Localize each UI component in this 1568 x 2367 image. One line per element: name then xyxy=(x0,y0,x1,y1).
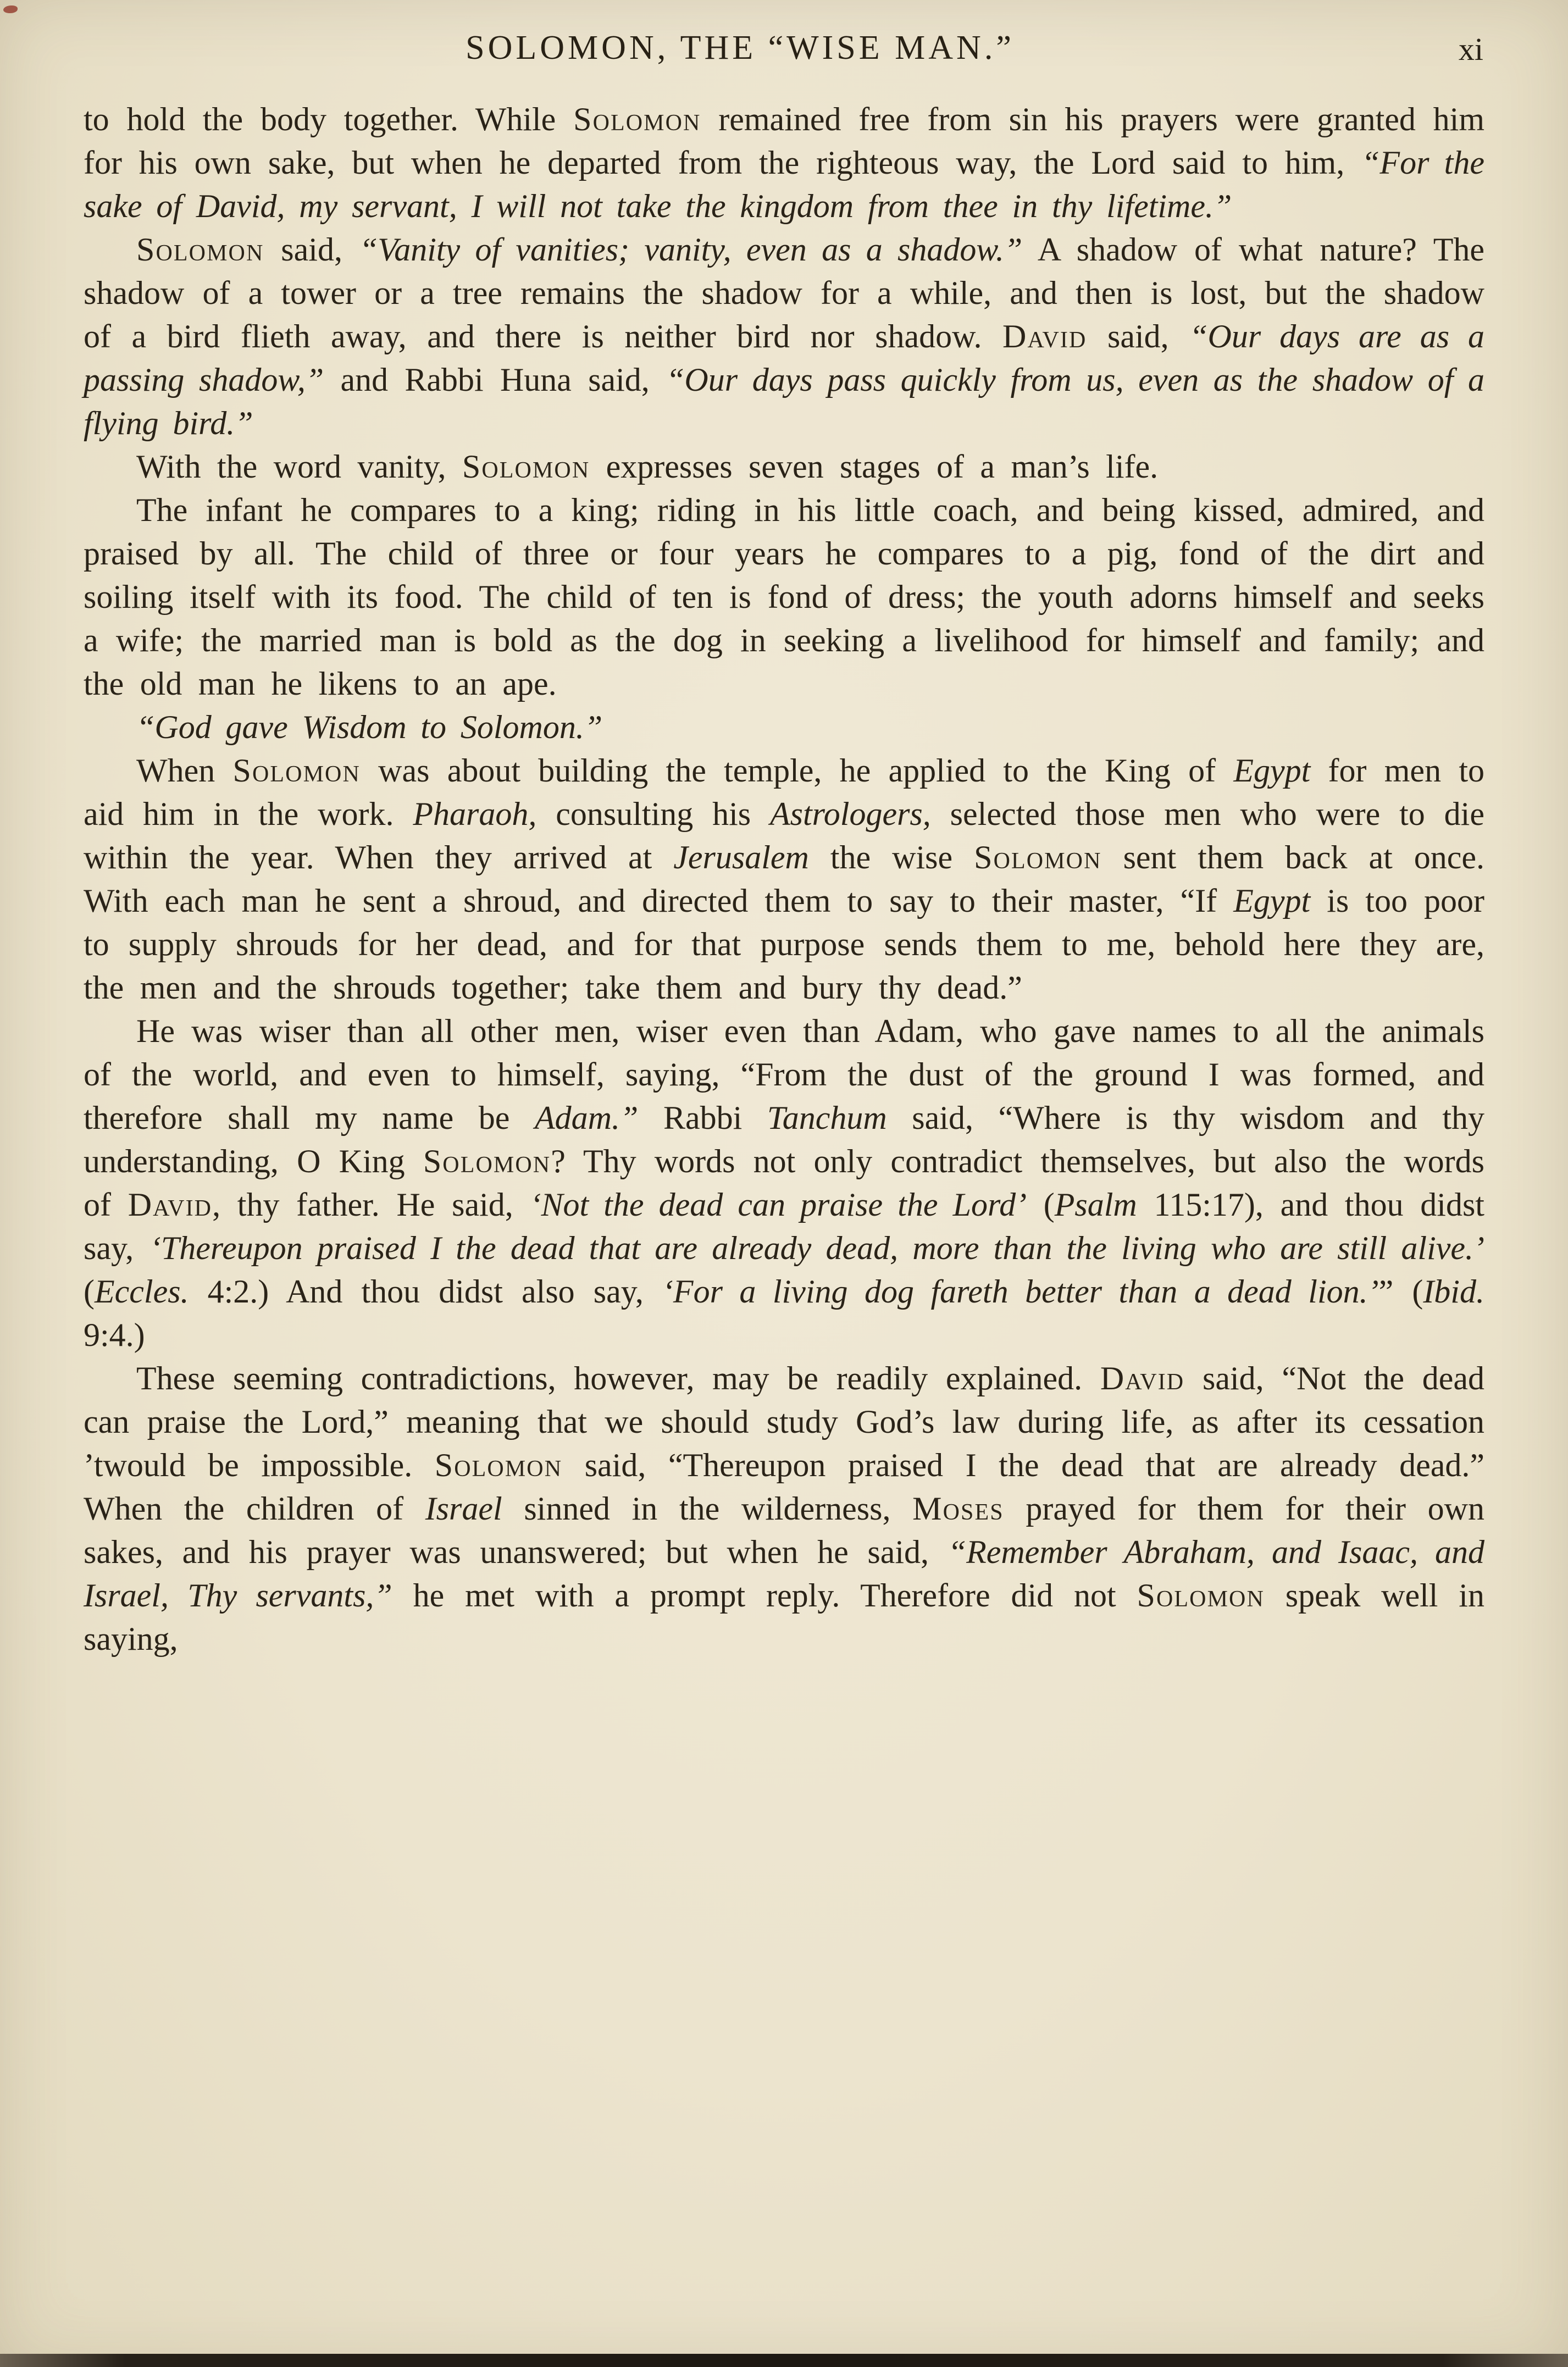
body-text-run: The infant he compares to a king; riding in his little coach, and being kissed, admired, and praised by all. The child of three or four years he compares to a pig, fond of the dirt and soiling itself with its food. The child of ten is fond of dress; the youth adorns himself and seeks a wife; the married man is bold as the dog in seeking a livelihood for himself and family; and the old man he likens to an ape. xyxy=(84,492,1484,702)
body-text-run: ” ( xyxy=(1378,1273,1423,1310)
smallcaps-name: David xyxy=(128,1187,213,1223)
smallcaps-name: David xyxy=(1002,318,1087,354)
scan-edge-bottom xyxy=(0,2354,1568,2367)
body-text-run: Rabbi xyxy=(638,1100,767,1136)
paragraph xyxy=(84,749,1484,1010)
italic-text: ‘Thereupon praised I the dead that are already dead, more than the living who are still alive.’ xyxy=(149,1230,1485,1266)
body-text-run: for men to aid him in the work. xyxy=(84,752,1484,832)
italic-text: Pharaoh, xyxy=(413,796,537,832)
body-text-run: 9:4.) xyxy=(84,1317,145,1353)
smallcaps-name: Solomon xyxy=(136,231,264,268)
body-text-run: With the word vanity, xyxy=(136,448,462,485)
smallcaps-name: Solomon xyxy=(423,1143,551,1179)
paragraph xyxy=(84,98,1484,228)
body-text-run: sent them back at once. With each man he sent a shroud, and directed them to say to their master, “If xyxy=(84,839,1485,919)
paragraph xyxy=(84,489,1484,706)
italic-text: “Remember Abraham, and Isaac, and Israel, Thy servants,” xyxy=(84,1534,1484,1614)
italic-text: Tanchum xyxy=(767,1100,887,1136)
paragraph xyxy=(84,228,1484,445)
italic-text: “Our days pass quickly from us, even as the shadow of a flying bird.” xyxy=(84,362,1484,441)
body-text-run: said, “Not the dead can praise the Lord,” meaning that we should study God’s law during life, as after its cessation ’twould be impossible. xyxy=(84,1360,1484,1483)
body-text-run: the wise xyxy=(808,839,974,875)
italic-text: Eccles. xyxy=(94,1273,189,1310)
page-body xyxy=(84,98,1484,1661)
smallcaps-name: Solomon xyxy=(462,448,590,485)
body-text-run: remained free from sin his prayers were granted him for his own sake, but when he departed from the righteous way, the Lord said to him, xyxy=(84,101,1484,181)
italic-text: Astrologers, xyxy=(769,796,931,832)
page-number: xi xyxy=(1458,31,1483,67)
body-text-run: is too poor to supply shrouds for her dead, and for that purpose sends them to me, behold here they are, the men and the shrouds together; take them and bury thy dead.” xyxy=(84,883,1484,1006)
body-text-run: said, xyxy=(1087,318,1190,354)
italic-text: “God gave Wisdom to Solomon.” xyxy=(136,709,603,745)
body-text-run: 4:2.) And thou didst also say, xyxy=(189,1273,662,1310)
body-text-run: A shadow of what nature? The shadow of a tower or a tree remains the shadow for a while, and then is lost, but the shadow of a bird flieth away, and there is neither bird nor shadow. xyxy=(84,231,1484,354)
paragraph xyxy=(84,1010,1484,1357)
body-text-run: said, “Thereupon praised I the dead that are already dead.” When the children of xyxy=(84,1447,1484,1527)
body-text-run: and Rabbi Huna said, xyxy=(324,362,667,398)
body-text-run: ( xyxy=(1027,1187,1055,1223)
paragraph xyxy=(84,706,1484,749)
smallcaps-name: Solomon xyxy=(974,839,1102,875)
italic-text: ‘For a living dog fareth better than a dead lion.’ xyxy=(662,1273,1379,1310)
smallcaps-name: Solomon xyxy=(1137,1577,1265,1614)
italic-text: Egypt xyxy=(1233,752,1311,789)
smallcaps-name: Solomon xyxy=(232,752,361,789)
italic-text: Adam.” xyxy=(535,1100,639,1136)
body-text-run: sinned in the wilderness, xyxy=(502,1490,913,1527)
italic-text: Psalm xyxy=(1054,1187,1137,1223)
smallcaps-name: David xyxy=(1100,1360,1185,1396)
body-text-run: consulting his xyxy=(536,796,770,832)
smallcaps-name: Moses xyxy=(912,1490,1004,1527)
body-text-run: prayed for them for their own sakes, and his prayer was unanswered; but when he said, xyxy=(84,1490,1484,1570)
body-text-run: ? Thy words not only contradict themselves, but also the words of xyxy=(84,1143,1484,1223)
smallcaps-name: Solomon xyxy=(434,1447,563,1483)
italic-text: Israel xyxy=(425,1490,502,1527)
body-text-run: he met with a prompt reply. Therefore did not xyxy=(392,1577,1137,1614)
body-text-run: These seeming contradictions, however, may be readily explained. xyxy=(136,1360,1100,1396)
italic-text: “For the sake of David, my servant, I will not take the kingdom from thee in thy lifetime.” xyxy=(84,145,1484,224)
italic-text: Jerusalem xyxy=(673,839,809,875)
body-text-run: ( xyxy=(84,1273,95,1310)
body-text-run: speak well in saying, xyxy=(84,1577,1484,1657)
paragraph xyxy=(84,445,1484,489)
body-text-run: was about building the temple, he applied to the King of xyxy=(360,752,1234,789)
italic-text: Egypt xyxy=(1233,883,1311,919)
body-text-run: He was wiser than all other men, wiser even than Adam, who gave names to all the animals of the world, and even to himself, saying, “From the dust of the ground I was formed, and therefore shall my name be xyxy=(84,1013,1484,1136)
page-header xyxy=(84,29,1484,81)
body-text-run: When xyxy=(136,752,233,789)
smallcaps-name: Solomon xyxy=(573,101,701,137)
body-text-run: expresses seven stages of a man’s life. xyxy=(590,448,1159,485)
body-text-run: 115:17), and thou didst say, xyxy=(84,1187,1484,1266)
body-text-run: said, “Where is thy wisdom and thy understanding, O King xyxy=(84,1100,1484,1179)
body-text-run: said, xyxy=(264,231,359,268)
italic-text: “Vanity of vanities; vanity, even as a shadow.” xyxy=(359,231,1023,268)
italic-text: “Our days are as a passing shadow,” xyxy=(84,318,1484,398)
body-text-run: to hold the body together. While xyxy=(84,101,574,137)
paragraph xyxy=(84,1357,1484,1661)
italic-text: Ibid. xyxy=(1423,1273,1484,1310)
body-text-run: , thy father. He said, xyxy=(212,1187,530,1223)
body-text-run: selected those men who were to die within the year. When they arrived at xyxy=(84,796,1484,875)
italic-text: ‘Not the dead can praise the Lord’ xyxy=(530,1187,1027,1223)
page-title: SOLOMON, THE “WISE MAN.” xyxy=(466,29,1015,66)
